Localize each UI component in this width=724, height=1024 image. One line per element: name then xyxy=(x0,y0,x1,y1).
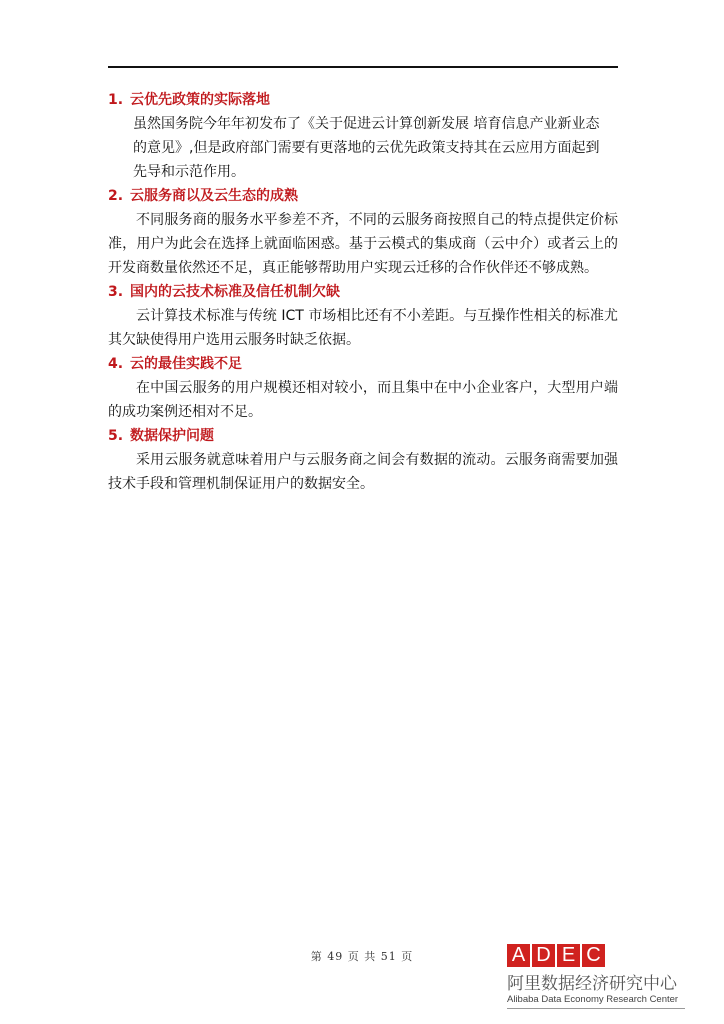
section-number: 2. xyxy=(108,188,124,204)
document-body xyxy=(108,88,618,496)
section-heading xyxy=(108,280,618,304)
section-paragraph: 在中国云服务的用户规模还相对较小，而且集中在中小企业客户，大型用户端的成功案例还相对不足。 xyxy=(108,380,618,420)
section-paragraph: 云计算技术标准与传统 ICT 市场相比还有不小差距。与互操作性相关的标准尤其欠缺使得用户选用云服务时缺乏依据。 xyxy=(108,308,618,348)
section-paragraph: 不同服务商的服务水平参差不齐，不同的云服务商按照自己的特点提供定价标准，用户为此会在选择上就面临困惑。基于云模式的集成商（云中介）或者云上的开发商数量依然还不足，真正能够帮助用户实现云迁移的合作伙伴还不够成熟。 xyxy=(108,212,618,276)
section-title: 云服务商以及云生态的成熟 xyxy=(130,188,298,204)
section-line: 的意见》,但是政府部门需要有更落地的云优先政策支持其在云应用方面起到 xyxy=(133,140,600,156)
section-title: 云优先政策的实际落地 xyxy=(130,92,270,108)
logo-letter: A xyxy=(507,944,530,967)
section-1 xyxy=(108,88,618,184)
section-4 xyxy=(108,352,618,424)
section-number: 5. xyxy=(108,428,124,444)
section-2 xyxy=(108,184,618,280)
logo-letter: D xyxy=(532,944,555,967)
section-title: 国内的云技术标准及信任机制欠缺 xyxy=(130,284,340,300)
logo-letter-boxes xyxy=(507,944,687,967)
header-rule xyxy=(108,66,618,68)
page-number: 第 49 页 共 51 页 xyxy=(310,950,414,963)
section-title: 数据保护问题 xyxy=(130,428,214,444)
section-line: 先导和示范作用。 xyxy=(133,164,245,180)
adec-logo xyxy=(507,944,687,1009)
logo-chinese-name: 阿里数据经济研究中心 xyxy=(507,974,677,994)
section-heading xyxy=(108,424,618,448)
section-line: 虽然国务院今年年初发布了《关于促进云计算创新发展 培育信息产业新业态 xyxy=(133,116,600,132)
section-heading xyxy=(108,184,618,208)
logo-letter: E xyxy=(557,944,580,967)
section-number: 1. xyxy=(108,92,124,108)
section-heading xyxy=(108,352,618,376)
section-number: 4. xyxy=(108,356,124,372)
section-title: 云的最佳实践不足 xyxy=(130,356,242,372)
section-heading xyxy=(108,88,618,112)
section-3 xyxy=(108,280,618,352)
logo-underline xyxy=(507,1008,685,1009)
section-paragraph: 采用云服务就意味着用户与云服务商之间会有数据的流动。云服务商需要加强技术手段和管理机制保证用户的数据安全。 xyxy=(108,452,618,492)
logo-english-name: Alibaba Data Economy Research Center xyxy=(507,994,679,1005)
logo-letter: C xyxy=(582,944,605,967)
section-5 xyxy=(108,424,618,496)
section-number: 3. xyxy=(108,284,124,300)
